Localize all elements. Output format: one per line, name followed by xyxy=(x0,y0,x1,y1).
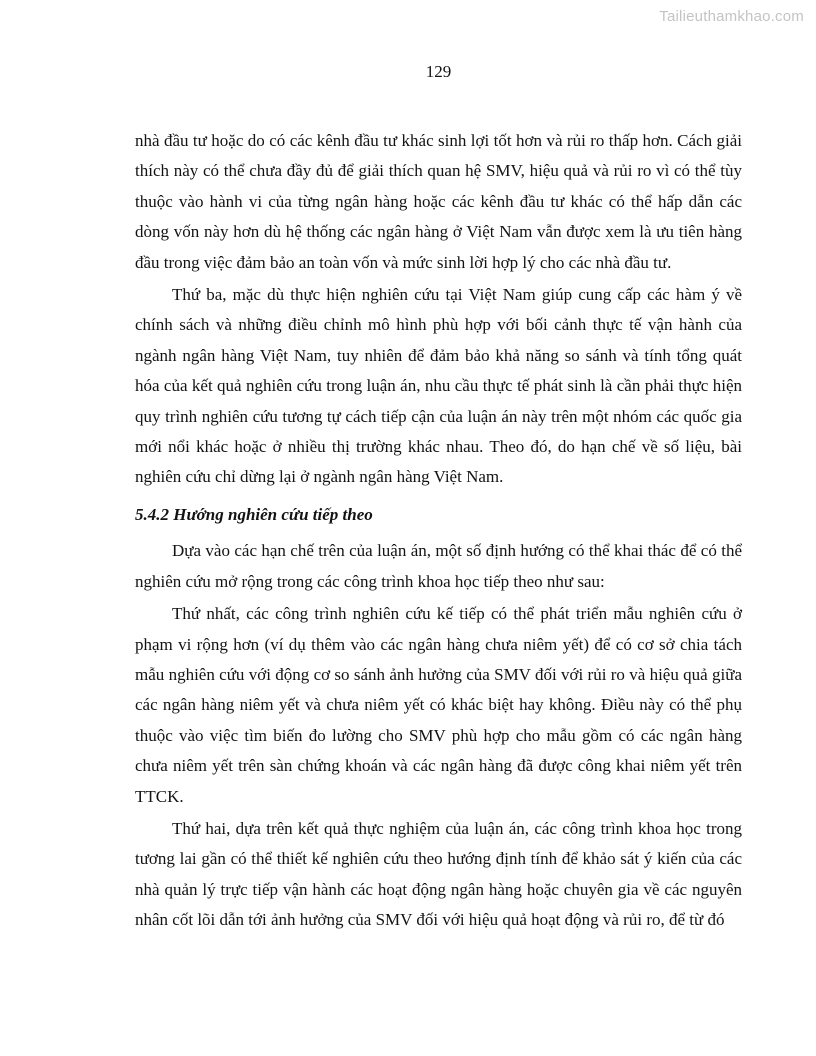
paragraph: Dựa vào các hạn chế trên của luận án, một số định hướng có thể khai thác để có thể nghiên cứu mở rộng trong các công trình khoa học tiếp theo như sau: xyxy=(135,541,742,591)
paragraph: Thứ ba, mặc dù thực hiện nghiên cứu tại Việt Nam giúp cung cấp các hàm ý về chính sách và những điều chỉnh mô hình phù hợp với bối cảnh thực tế vận hành của ngành ngân hàng Việt Nam, tuy nhiên để đảm bảo khả năng so sánh và tính tổng quát hóa của kết quả nghiên cứu trong luận án, nhu cầu thực tế phát sinh là cần phải thực hiện quy trình nghiên cứu tương tự cách tiếp cận của luận án này trên một nhóm các quốc gia mới nổi khác hoặc ở nhiều thị trường khác nhau. Theo đó, do hạn chế về số liệu, bài nghiên cứu chỉ dừng lại ở ngành ngân hàng Việt Nam. xyxy=(135,285,742,487)
section-heading: 5.4.2 Hướng nghiên cứu tiếp theo xyxy=(135,504,373,524)
paragraph: Thứ hai, dựa trên kết quả thực nghiệm của luận án, các công trình khoa học trong tương lai gần có thể thiết kế nghiên cứu theo hướng định tính để khảo sát ý kiến của các nhà quản lý trực tiếp vận hành các hoạt động ngân hàng hoặc chuyên gia về các nguyên nhân cốt lõi dẫn tới ảnh hưởng của SMV đối với hiệu quả hoạt động và rủi ro, để từ đó xyxy=(135,818,742,930)
paragraph-continuation: nhà đầu tư hoặc do có các kênh đầu tư khác sinh lợi tốt hơn và rủi ro thấp hơn. Cách giải thích này có thể chưa đầy đủ để giải thích quan hệ SMV, hiệu quả và rủi ro vì có thể tùy thuộc vào hành vi của từng ngân hàng hoặc các kênh đầu tư khác có thể hấp dẫn các dòng vốn này hơn dù hệ thống các ngân hàng ở Việt Nam vẫn được xem là ưu tiên hàng đầu trong việc đảm bảo an toàn vốn và mức sinh lời hợp lý cho các nhà đầu tư. xyxy=(135,131,742,272)
paragraph: Thứ nhất, các công trình nghiên cứu kế tiếp có thể phát triển mẫu nghiên cứu ở phạm vi rộng hơn (ví dụ thêm vào các ngân hàng chưa niêm yết) để có cơ sở chia tách mẫu nghiên cứu với động cơ so sánh ảnh hưởng của SMV đối với rủi ro và hiệu quả giữa các ngân hàng niêm yết và chưa niêm yết có khác biệt hay không. Điều này có thể phụ thuộc vào việc tìm biến đo lường cho SMV phù hợp cho mẫu gồm có các ngân hàng chưa niêm yết trên sàn chứng khoán và các ngân hàng đã được công khai niêm yết trên TTCK. xyxy=(135,604,742,806)
page-content xyxy=(135,126,742,938)
watermark: Tailieuthamkhao.com xyxy=(659,8,804,25)
page-number: 129 xyxy=(425,62,452,81)
